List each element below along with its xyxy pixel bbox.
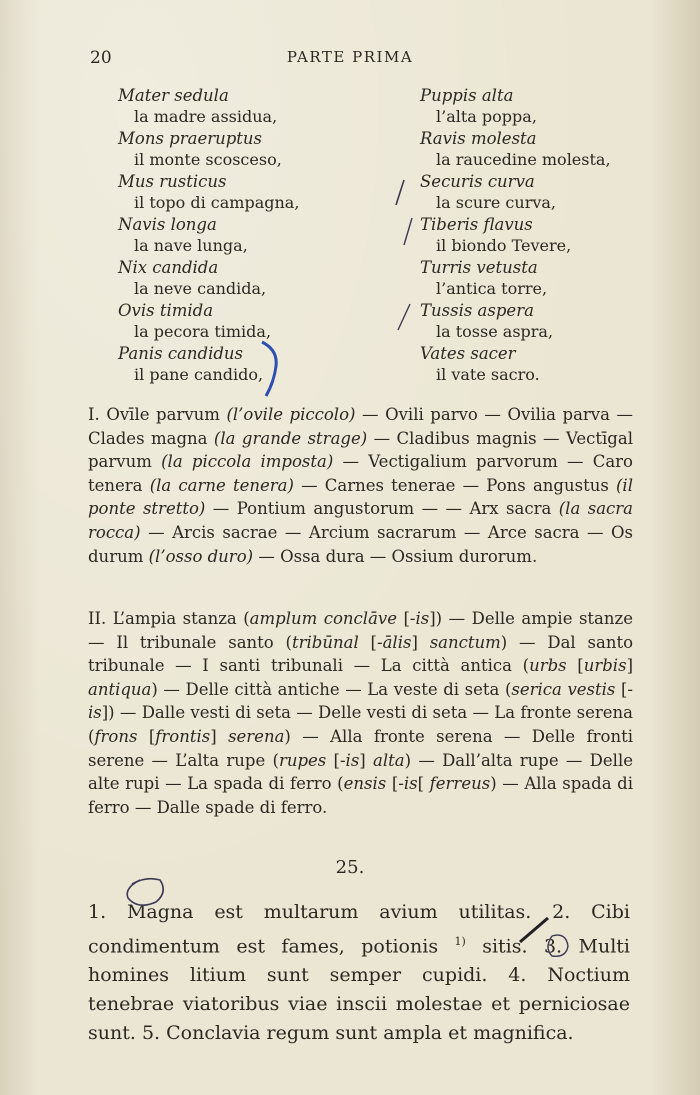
italic-text: rupes — [278, 750, 327, 770]
running-title: PARTE PRIMA — [286, 48, 414, 66]
exercise-paragraph-2 — [88, 607, 633, 819]
vocab-entry — [118, 257, 368, 300]
text-run: ] — [359, 750, 374, 770]
paragraph-text — [88, 607, 633, 819]
vocab-italian: il pane candido, — [134, 365, 264, 384]
italic-text: is — [403, 774, 418, 794]
text-run: — Arcis sacrae — Arcium sacrarum — Arce sacra — Os durum — [88, 522, 633, 566]
text-run: ) — Delle città antiche — La veste di seta ( — [151, 679, 512, 699]
vocab-latin: Nix candida — [118, 258, 219, 277]
vocabulary-left-column — [118, 85, 368, 386]
vocab-italian: la scure curva, — [436, 193, 556, 212]
text-run: — Vectigalium parvorum — Caro tenera — [88, 452, 633, 495]
text-run: — Pontium angustorum — — Arx sacra — [205, 499, 559, 519]
italic-text: is — [88, 703, 102, 723]
text-run: [ — [137, 726, 156, 746]
vocab-latin: Vates sacer — [420, 344, 516, 363]
italic-text: sanctum — [429, 632, 501, 652]
text-run: [ — [417, 774, 430, 794]
vocab-latin: Mater sedula — [118, 86, 229, 105]
italic-text: (il ponte stretto) — [88, 475, 633, 519]
italic-text: frontis — [155, 726, 211, 746]
italic-text: frons — [94, 726, 138, 746]
pencil-slash-3 — [398, 304, 410, 330]
text-run: — Cladibus magnis — Vectīgal parvum — [88, 428, 633, 472]
vocab-latin: Ravis molesta — [420, 129, 537, 148]
text-run: ] — [626, 656, 633, 676]
paragraph-text — [88, 898, 630, 1048]
vocab-entry — [420, 85, 670, 128]
page-header — [90, 48, 610, 72]
vocab-entry — [118, 171, 368, 214]
italic-text: serena — [228, 726, 285, 746]
vocab-entry — [118, 214, 368, 257]
italic-text: antiqua — [88, 679, 152, 699]
italic-text: (la carne tenera) — [149, 475, 294, 495]
text-run: ] — [411, 632, 430, 652]
exercise-number: 25. — [335, 857, 365, 878]
text-run: ) — Dall’alta rupe — Delle alte rupi — La spada di ferro ( — [88, 750, 633, 794]
pencil-slash-2 — [404, 218, 412, 245]
vocab-italian: l’antica torre, — [436, 279, 548, 298]
text-run: — Ovili parvo — Ovilia parva — Clades magna — [88, 405, 634, 448]
text-run: [ — [566, 656, 584, 676]
italic-text: (l’ovile piccolo) — [226, 405, 356, 424]
italic-text: serica vestis — [511, 679, 616, 699]
text-run: 1. Magna est multarum avium utilitas. 2. Cibi condimentum est fames, potionis — [88, 901, 630, 958]
vocab-latin: Ovis timida — [118, 301, 214, 320]
vocab-italian: la nave lunga, — [134, 236, 248, 255]
vocab-entry — [420, 300, 670, 343]
vocab-italian: la madre assidua, — [134, 107, 278, 126]
text-run: [- — [326, 750, 346, 770]
vocab-latin: Securis curva — [420, 172, 535, 191]
italic-text: (la piccola imposta) — [161, 452, 334, 472]
italic-text: tribūnal — [292, 632, 359, 652]
text-run: I. Ovīle parvum — [88, 405, 227, 424]
italic-text: urbs — [529, 656, 567, 676]
vocab-entry — [420, 214, 670, 257]
pencil-slash-1 — [396, 180, 404, 205]
vocab-italian: la pecora timida, — [134, 322, 272, 341]
vocab-entry — [420, 343, 670, 386]
vocab-latin: Navis longa — [118, 215, 217, 234]
italic-text: ālis — [382, 632, 412, 652]
text-run: — Ossa dura — Ossium durorum. — [253, 546, 538, 566]
exercise-paragraph-3 — [88, 898, 630, 1048]
vocab-latin: Panis candidus — [118, 344, 244, 363]
vocab-italian: il vate sacro. — [436, 365, 540, 384]
italic-text: (l’osso duro) — [148, 546, 254, 566]
vocab-entry — [118, 85, 368, 128]
exercise-paragraph-1 — [88, 403, 633, 568]
text-run: — Carnes tenerae — Pons angustus — [293, 475, 616, 495]
text-run: ] — [210, 726, 229, 746]
text-run: sitis. 3. Multi homines litium sunt semper cupidi. 4. Noctium tenebrae viatoribus viae inscii molestae et perniciosae sunt. 5. Conclavia regum sunt ampla et magnifica. — [88, 935, 630, 1045]
vocab-entry — [118, 128, 368, 171]
vocab-latin: Tussis aspera — [420, 301, 534, 320]
text-run: ]) — Delle ampie stanze — Il tribunale santo ( — [88, 609, 633, 652]
vocab-italian: la neve candida, — [134, 279, 267, 298]
vocab-entry — [118, 300, 368, 343]
vocab-entry — [420, 128, 670, 171]
vocabulary-right-column — [420, 85, 670, 386]
vocab-italian: l’alta poppa, — [436, 107, 537, 126]
text-run: ) — Alla fronte serena — Delle fronti serene — L’alta rupe ( — [88, 726, 633, 770]
italic-text: is — [345, 750, 360, 770]
vocab-entry — [420, 171, 670, 214]
page-number: 20 — [90, 48, 112, 68]
text-run: ) — Alla spada di ferro — Dalle spade di ferro. — [88, 774, 634, 817]
text-run: ]) — Dalle vesti di seta — Delle vesti di seta — La fronte serena ( — [88, 703, 633, 746]
vocab-latin: Turris vetusta — [420, 258, 538, 277]
vocab-italian: la tosse aspra, — [436, 322, 554, 341]
italic-text: ferreus — [429, 774, 491, 794]
text-run: [- — [397, 609, 416, 628]
italic-text: urbis — [583, 656, 627, 676]
text-run: [- — [358, 632, 383, 652]
vocab-latin: Tiberis flavus — [420, 215, 533, 234]
paragraph-text — [88, 403, 633, 568]
text-run: II. L’ampia stanza ( — [88, 609, 250, 628]
vocab-latin: Puppis alta — [420, 86, 514, 105]
italic-text: alta — [373, 750, 405, 770]
vocab-entry — [118, 343, 368, 386]
text-run: [- — [386, 774, 404, 794]
italic-text: ensis — [343, 774, 387, 794]
footnote-marker: 1) — [454, 935, 466, 948]
vocab-latin: Mons praeruptus — [118, 129, 263, 148]
vocab-italian: il monte scosceso, — [134, 150, 282, 169]
italic-text: is — [415, 609, 430, 628]
vocab-italian: il biondo Tevere, — [436, 236, 572, 255]
vocab-latin: Mus rusticus — [118, 172, 227, 191]
italic-text: amplum conclāve — [249, 609, 397, 628]
italic-text: (la grande strage) — [213, 428, 368, 448]
italic-text: (la sacra rocca) — [88, 499, 633, 542]
vocab-entry — [420, 257, 670, 300]
vocab-italian: il topo di campagna, — [134, 193, 300, 212]
text-run: [- — [615, 679, 633, 699]
vocab-italian: la raucedine molesta, — [436, 150, 611, 169]
text-run: ) — Dal santo tribunale — I santi tribunali — La città antica ( — [88, 632, 634, 676]
